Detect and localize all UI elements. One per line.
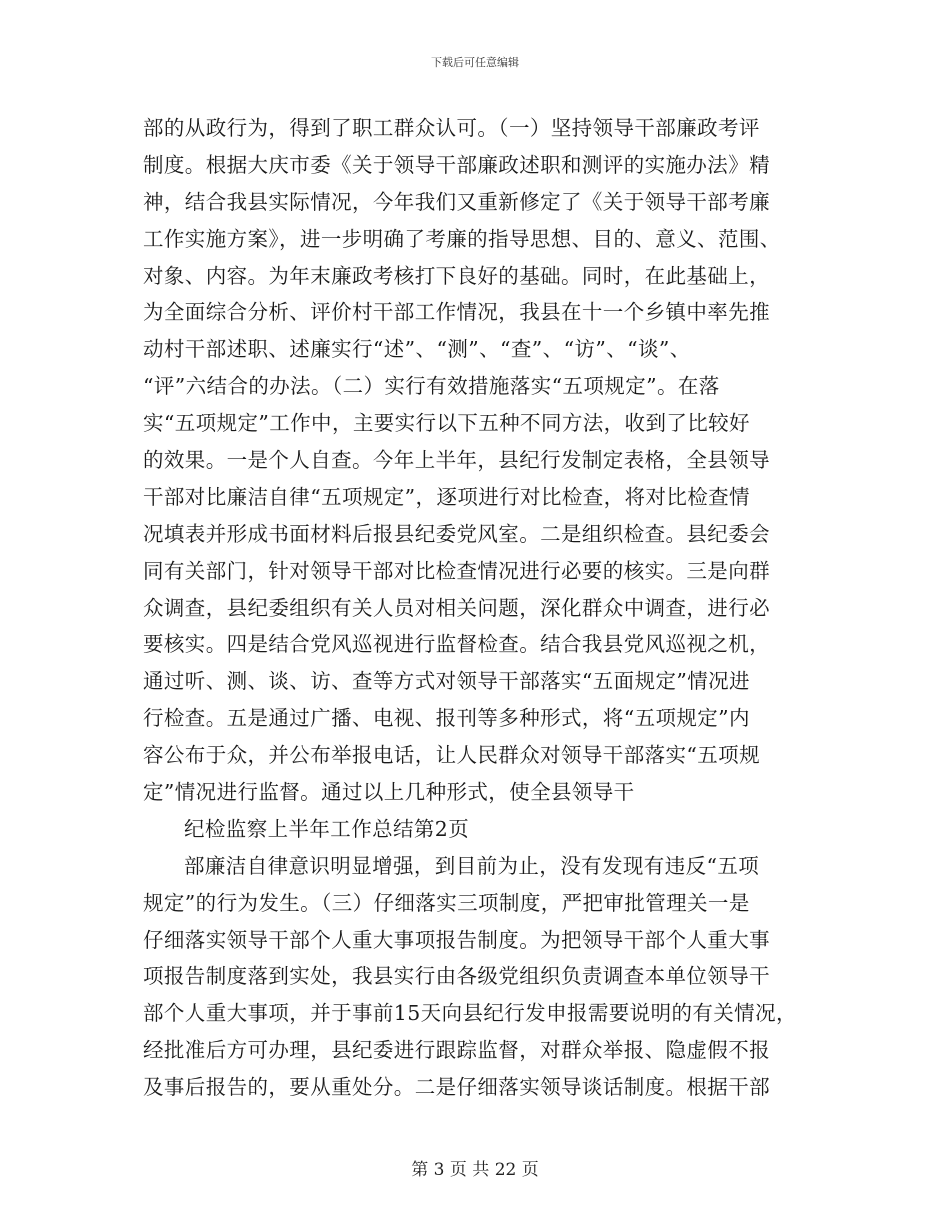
page-footer: 第 3 页 共 22 页 bbox=[411, 1160, 539, 1180]
text-line: 神，结合我县实际情况，今年我们又重新修定了《关于领导干部考廉 bbox=[143, 189, 770, 214]
text-line: 容公布于众，并公布举报电话，让人民群众对领导干部落实“五项规 bbox=[143, 743, 760, 768]
text-line: 同有关部门，针对领导干部对比检查情况进行必要的核实。三是向群 bbox=[143, 558, 770, 583]
body-text bbox=[143, 110, 823, 1106]
text-line: 及事后报告的，要从重处分。二是仔细落实领导谈话制度。根据干部 bbox=[143, 1075, 770, 1100]
text-line: 实“五项规定”工作中，主要实行以下五种不同方法，收到了比较好 bbox=[143, 411, 750, 436]
text-line: 制度。根据大庆市委《关于领导干部廉政述职和测评的实施办法》精 bbox=[143, 152, 770, 177]
text-line: 行检查。五是通过广播、电视、报刊等多种形式，将“五项规定”内 bbox=[143, 706, 750, 731]
text-line: 通过听、测、谈、访、查等方式对领导干部落实“五面规定”情况进 bbox=[143, 669, 750, 694]
text-line: 仔细落实领导干部个人重大事项报告制度。为把领导干部个人重大事 bbox=[143, 927, 770, 952]
text-line: 部廉洁自律意识明显增强，到目前为止，没有发现有违反“五项 bbox=[184, 853, 760, 878]
text-line: 动村干部述职、述廉实行“述”、“测”、“查”、“访”、“谈”、 bbox=[143, 337, 691, 362]
text-line: 纪检监察上半年工作总结第2页 bbox=[184, 816, 470, 841]
text-line: 要核实。四是结合党风巡视进行监督检查。结合我县党风巡视之机， bbox=[143, 632, 770, 657]
text-line: 干部对比廉洁自律“五项规定”，逐项进行对比检查，将对比检查情 bbox=[143, 484, 750, 509]
text-line: 规定”的行为发生。（三）仔细落实三项制度，严把审批管理关一是 bbox=[143, 890, 750, 915]
text-line: 况填表并形成书面材料后报县纪委党风室。二是组织检查。县纪委会 bbox=[143, 521, 770, 546]
text-line: 工作实施方案》，进一步明确了考廉的指导思想、目的、意义、范围、 bbox=[143, 226, 781, 251]
text-line: 对象、内容。为年末廉政考核打下良好的基础。同时，在此基础上， bbox=[143, 263, 770, 288]
text-line: 的效果。一是个人自查。今年上半年，县纪行发制定表格，全县领导 bbox=[143, 448, 770, 473]
text-line: 众调查，县纪委组织有关人员对相关问题，深化群众中调查，进行必 bbox=[143, 595, 770, 620]
text-line: 项报告制度落到实处，我县实行由各级党组织负责调查本单位领导干 bbox=[143, 964, 770, 989]
text-line: 为全面综合分析、评价村干部工作情况，我县在十一个乡镇中率先推 bbox=[143, 300, 770, 325]
text-line: 定”情况进行监督。通过以上几种形式，使全县领导干 bbox=[143, 780, 635, 805]
text-line: 部个人重大事项，并于事前15天向县纪行发申报需要说明的有关情况， bbox=[143, 1001, 797, 1026]
text-line: 经批准后方可办理，县纪委进行跟踪监督，对群众举报、隐虚假不报 bbox=[143, 1038, 770, 1063]
text-line: “评”六结合的办法。（二）实行有效措施落实“五项规定”。在落 bbox=[143, 374, 720, 399]
page-header: 下载后可任意编辑 bbox=[431, 56, 519, 69]
text-line: 部的从政行为，得到了职工群众认可。（一）坚持领导干部廉政考评 bbox=[143, 116, 760, 140]
